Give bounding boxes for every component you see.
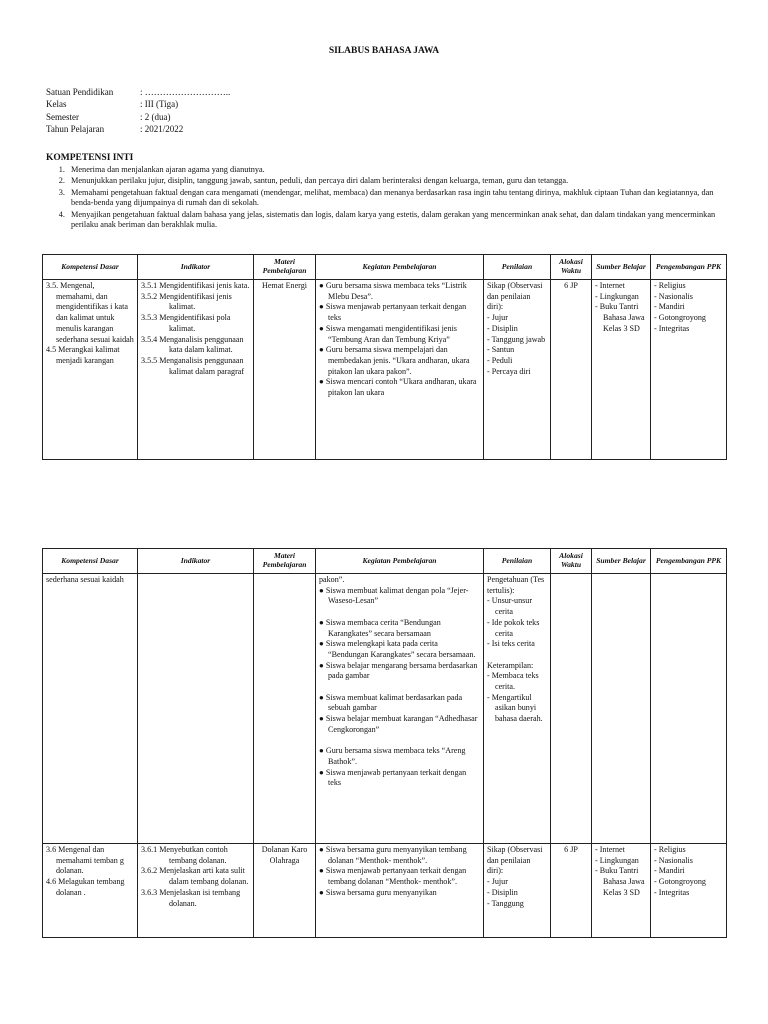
cell-line: 3.6 Mengenal dan memahami temban g dolanan.	[46, 845, 124, 876]
identity-value: : ………………………..	[140, 87, 231, 97]
table-row	[43, 574, 727, 844]
column-header: Materi Pembelajaran	[254, 549, 316, 574]
ki-text: Menyajikan pengetahuan faktual dalam bahasa yang jelas, sistematis dan logis, dalam karya yang estetis, dalam gerakan yang mencerminkan anak sehat, dan dalam tindakan yang mencerminkan perilaku anak beriman dan berakhlak mulia.	[71, 209, 716, 230]
cell-line	[319, 682, 480, 693]
cell-penilaian	[484, 844, 551, 938]
cell-line: ● Guru bersama siswa membaca teks “Areng Bathok”.	[319, 746, 466, 766]
cell-line: - Disiplin	[487, 887, 518, 897]
identity-block	[46, 86, 230, 135]
identity-value: : 2 (dua)	[140, 111, 171, 122]
silabus-table-2	[42, 548, 727, 938]
identity-row	[46, 98, 230, 110]
cell-line: ● Guru bersama siswa mempelajari dan membedakan jenis. “Ukara andharan, ukara pitakon lan ukara pakon”.	[319, 345, 470, 376]
ki-item	[46, 165, 726, 175]
cell-line: Pengetahuan (Tes tertulis):	[487, 575, 545, 595]
cell-penilaian	[484, 574, 551, 844]
column-header: Pengembangan PPK	[651, 255, 727, 280]
cell-line: Sikap (Observasi dan penilaian diri):	[487, 281, 543, 312]
cell-line: - Jujur	[487, 877, 508, 887]
cell-line: sederhana sesuai kaidah	[46, 575, 124, 584]
cell-line: - Isi teks cerita	[487, 639, 535, 649]
cell-line	[319, 607, 480, 618]
cell-alokasi	[551, 844, 592, 938]
cell-line: ● Siswa belajar mengarang bersama berdasarkan pada gambar	[319, 660, 478, 681]
cell-sumber	[592, 844, 651, 938]
cell-line: - Unsur-unsur cerita	[487, 596, 533, 617]
cell-line: - Lingkungan	[595, 855, 639, 865]
ki-list	[46, 165, 726, 231]
doc-title: SILABUS BAHASA JAWA	[328, 46, 440, 56]
cell-line: - Santun	[487, 345, 515, 355]
identity-row	[46, 123, 230, 135]
cell-line: 3.5.2 Mengidentifikasi jenis kalimat.	[141, 291, 232, 312]
cell-line: ● Siswa bersama guru menyanyikan tembang dolanan “Menthok- menthok”.	[319, 845, 467, 865]
ki-title: KOMPETENSI INTI	[46, 153, 134, 163]
cell-line: Hemat Energi	[261, 281, 308, 290]
cell-line: ● Siswa membuat kalimat dengan pola “Jejer-Waseso-Lesan”	[319, 585, 469, 606]
ki-text: Memahami pengetahuan faktual dengan cara mengamati (mendengar, melihat, membaca) dan menanya berdasarkan rasa ingin tahu tentang dirinya, makhluk ciptaan Tuhan dan kegiatannya, dan benda-benda yang dijumpainya di rumah dan di sekolah.	[71, 187, 714, 208]
cell-line: - Mandiri	[654, 302, 685, 312]
cell-line: 3.5.4 Menganalisis penggunaan kata dalam kalimat.	[141, 334, 244, 355]
column-header: Penilaian	[484, 255, 551, 280]
cell-kegiatan	[316, 280, 484, 460]
ki-text: Menerima dan menjalankan ajaran agama yang dianutnya.	[71, 165, 265, 174]
cell-materi	[254, 280, 316, 460]
table-row	[43, 844, 727, 938]
cell-line: - Integritas	[654, 323, 690, 333]
cell-line: 6 JP	[564, 281, 578, 290]
ki-item	[46, 210, 726, 231]
cell-line: - Lingkungan	[595, 291, 639, 301]
cell-line: - Membaca teks cerita.	[487, 671, 539, 692]
column-header: Alokasi Waktu	[551, 549, 592, 574]
column-header: Sumber Belajar	[592, 549, 651, 574]
cell-line: - Ide pokok teks cerita	[487, 617, 540, 638]
cell-line: - Integritas	[654, 887, 690, 897]
ki-number: 3.	[58, 187, 65, 197]
ki-number: 2.	[58, 176, 65, 186]
cell-kegiatan	[316, 844, 484, 938]
cell-line: ● Guru bersama siswa membaca teks “Listrik Mlebu Desa”.	[319, 281, 467, 301]
cell-line: Keterampilan:	[487, 660, 534, 670]
identity-row	[46, 111, 230, 123]
cell-line: - Nasionalis	[654, 291, 693, 301]
column-header: Pengembangan PPK	[651, 549, 727, 574]
cell-line: - Buku Tantri Bahasa Jawa Kelas 3 SD	[595, 866, 645, 897]
cell-line: - Tanggung	[487, 898, 524, 908]
column-header: Kompetensi Dasar	[43, 549, 138, 574]
silabus-table-1	[42, 254, 727, 460]
cell-indikator	[138, 574, 254, 844]
cell-indikator	[138, 280, 254, 460]
cell-ppk	[651, 844, 727, 938]
column-header: Indikator	[138, 255, 254, 280]
identity-label: Satuan Pendidikan	[46, 87, 114, 97]
cell-line: ● Siswa menjawab pertanyaan terkait dengan tembang dolanan “Menthok- menthok”.	[319, 866, 467, 887]
column-header: Penilaian	[484, 549, 551, 574]
cell-line: - Mengartikul asikan bunyi bahasa daerah.	[487, 692, 543, 724]
cell-line: ● Siswa belajar membuat karangan “Adhedhasar Cengkorongan”	[319, 714, 478, 734]
cell-kegiatan	[316, 574, 484, 844]
identity-value: : 2021/2022	[140, 123, 184, 134]
cell-alokasi	[551, 574, 592, 844]
ki-text: Menunjukkan perilaku jujur, disiplin, tanggung jawab, santun, peduli, dan percaya diri dalam berinteraksi dengan keluarga, teman, guru dan tetangga.	[71, 176, 569, 186]
cell-line: 3.5.1 Mengidentifikasi jenis kata.	[141, 281, 250, 290]
cell-kd	[43, 844, 138, 938]
cell-line: Dolanan Karo Olahraga	[261, 845, 308, 865]
column-header: Kompetensi Dasar	[43, 255, 138, 280]
cell-line: ● Siswa mengamati mengidentifikasi jenis “Tembung Aran dan Tembung Kriya”	[319, 323, 457, 344]
cell-line: 3.5.3 Mengidentifikasi pola kalimat.	[141, 313, 231, 333]
cell-materi	[254, 844, 316, 938]
identity-label: Tahun Pelajaran	[46, 123, 105, 134]
table-header-row	[43, 549, 727, 574]
column-header: Indikator	[138, 549, 254, 574]
cell-line: - Jujur	[487, 313, 508, 323]
cell-line: - Religius	[654, 281, 686, 290]
ki-item	[46, 188, 726, 209]
cell-line: ● Siswa menjawab pertanyaan terkait dengan teks	[319, 302, 467, 323]
cell-line: 3.6.3 Menjelaskan isi tembang dolanan.	[141, 887, 241, 908]
cell-line: 3.5.5 Menganalisis penggunaan kalimat dalam paragraf	[141, 355, 245, 376]
cell-line: ● Siswa menjawab pertanyaan terkait dengan teks	[319, 767, 467, 788]
identity-label: Semester	[46, 111, 79, 122]
column-header: Materi Pembelajaran	[254, 255, 316, 280]
cell-line: 4.5 Merangkai kalimat menjadi karangan	[46, 345, 120, 365]
cell-indikator	[138, 844, 254, 938]
cell-line: - Nasionalis	[654, 855, 693, 865]
cell-line: - Buku Tantri Bahasa Jawa Kelas 3 SD	[595, 302, 645, 333]
cell-ppk	[651, 280, 727, 460]
identity-value: : III (Tiga)	[140, 99, 179, 110]
cell-line: ● Siswa melengkapi kata pada cerita “Bendungan Karangkates” secara bersamaan.	[319, 639, 476, 659]
cell-line: ● Siswa membaca cerita “Bendungan Karangkates” secara bersamaan	[319, 617, 441, 638]
cell-line: 6 JP	[564, 845, 578, 854]
column-header: Sumber Belajar	[592, 255, 651, 280]
cell-line: - Gotongroyong	[654, 313, 706, 323]
cell-kd	[43, 574, 138, 844]
cell-ppk	[651, 574, 727, 844]
table-header-row	[43, 255, 727, 280]
cell-line: - Peduli	[487, 355, 513, 365]
cell-line: - Tanggung jawab	[487, 334, 546, 344]
cell-line	[487, 650, 547, 661]
cell-line: 3.6.1 Menyebutkan contoh tembang dolanan.	[141, 845, 228, 865]
cell-line: - Internet	[595, 281, 625, 290]
cell-line: Sikap (Observasi dan penilaian diri):	[487, 845, 543, 876]
cell-line: - Internet	[595, 845, 625, 854]
cell-line: ● Siswa mencari contoh “Ukara andharan, ukara pitakon lan ukara	[319, 377, 477, 398]
column-header: Kegiatan Pembelajaran	[316, 255, 484, 280]
identity-row	[46, 86, 230, 98]
column-header: Kegiatan Pembelajaran	[316, 549, 484, 574]
cell-line: 3.6.2 Menjelaskan arti kata sulit dalam tembang dolanan.	[141, 866, 249, 887]
table-row	[43, 280, 727, 460]
cell-sumber	[592, 280, 651, 460]
cell-line: ● Siswa membuat kalimat berdasarkan pada sebuah gambar	[319, 692, 463, 713]
cell-line: - Mandiri	[654, 866, 685, 876]
cell-line: - Religius	[654, 845, 686, 854]
cell-line: - Gotongroyong	[654, 877, 706, 887]
cell-line: - Disiplin	[487, 323, 518, 333]
cell-line: 3.5. Mengenal, memahami, dan mengidentifikas i kata dan kalimat untuk menulis karangan sederhana sesuai kaidah	[46, 281, 134, 344]
column-header: Alokasi Waktu	[551, 255, 592, 280]
cell-materi	[254, 574, 316, 844]
ki-number: 1.	[58, 165, 65, 174]
cell-alokasi	[551, 280, 592, 460]
cell-line: pakon”.	[319, 575, 345, 584]
ki-item	[46, 176, 726, 186]
cell-line: - Percaya diri	[487, 366, 531, 376]
identity-label: Kelas	[46, 99, 67, 110]
cell-line: ● Siswa bersama guru menyanyikan	[319, 887, 437, 897]
cell-line: 4.6 Melagukan tembang dolanan .	[46, 877, 125, 897]
cell-kd	[43, 280, 138, 460]
ki-number: 4.	[58, 209, 65, 219]
cell-penilaian	[484, 280, 551, 460]
cell-sumber	[592, 574, 651, 844]
cell-line	[319, 736, 480, 747]
